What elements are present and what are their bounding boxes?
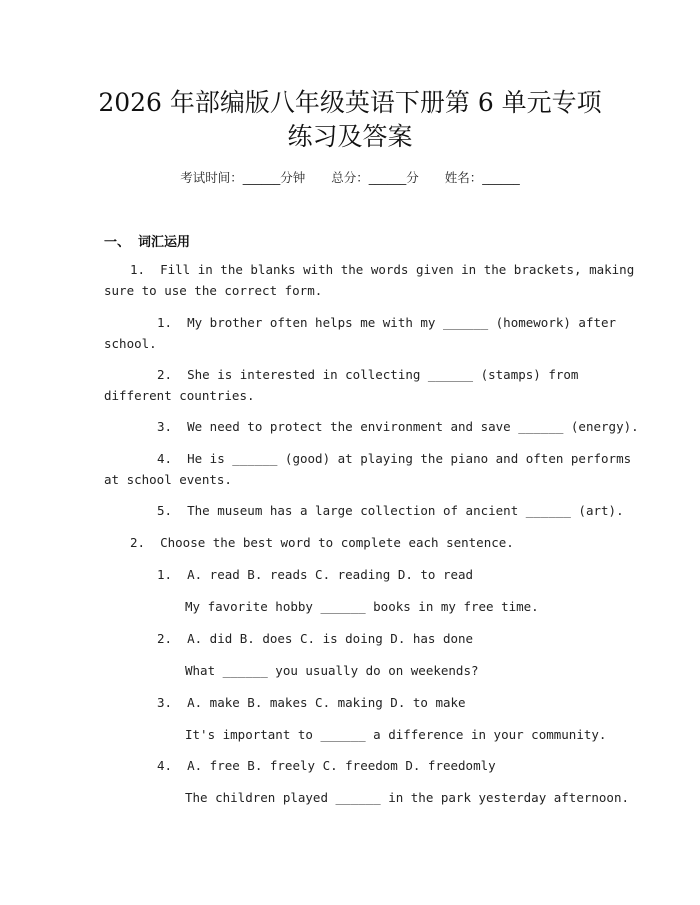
question-line: 1. My brother often helps me with my ______ (homework) after xyxy=(157,315,617,330)
section-number: 一、 xyxy=(104,235,131,250)
option-line: 1. A. read B. reads C. reading D. to read xyxy=(157,567,474,582)
page-title-line-2: 练习及答案 xyxy=(287,122,413,151)
question-line: different countries. xyxy=(104,388,255,403)
exam-time: 考试时间：______分钟 xyxy=(180,170,306,185)
question-line: 1. Fill in the blanks with the words given in the brackets, making xyxy=(130,262,635,277)
page-title-line-1: 2026 年部编版八年级英语下册第 6 单元专项 xyxy=(98,88,602,117)
question-line: school. xyxy=(104,336,157,351)
sentence-line: What ______ you usually do on weekends? xyxy=(185,663,479,678)
question-line: 5. The museum has a large collection of ancient ______ (art). xyxy=(157,503,624,518)
question-line: at school events. xyxy=(104,472,232,487)
question-line: 2. She is interested in collecting ______ (stamps) from xyxy=(157,367,579,382)
option-line: 4. A. free B. freely C. freedom D. freedomly xyxy=(157,758,496,773)
student-name: 姓名：______ xyxy=(444,170,520,185)
option-line: 2. A. did B. does C. is doing D. has done xyxy=(157,631,474,646)
sentence-line: My favorite hobby ______ books in my free time. xyxy=(185,599,539,614)
total-score: 总分：______分 xyxy=(331,170,419,185)
question-line: 3. We need to protect the environment and save ______ (energy). xyxy=(157,419,639,434)
section-title: 词汇运用 xyxy=(138,235,191,250)
question-line: 2. Choose the best word to complete each sentence. xyxy=(130,535,514,550)
exam-info xyxy=(0,168,700,186)
sentence-line: The children played ______ in the park yesterday afternoon. xyxy=(185,790,630,805)
section-heading xyxy=(104,231,190,250)
question-line: sure to use the correct form. xyxy=(104,283,323,298)
sentence-line: It's important to ______ a difference in your community. xyxy=(185,727,607,742)
option-line: 3. A. make B. makes C. making D. to make xyxy=(157,695,466,710)
question-line: 4. He is ______ (good) at playing the piano and often performs xyxy=(157,451,632,466)
